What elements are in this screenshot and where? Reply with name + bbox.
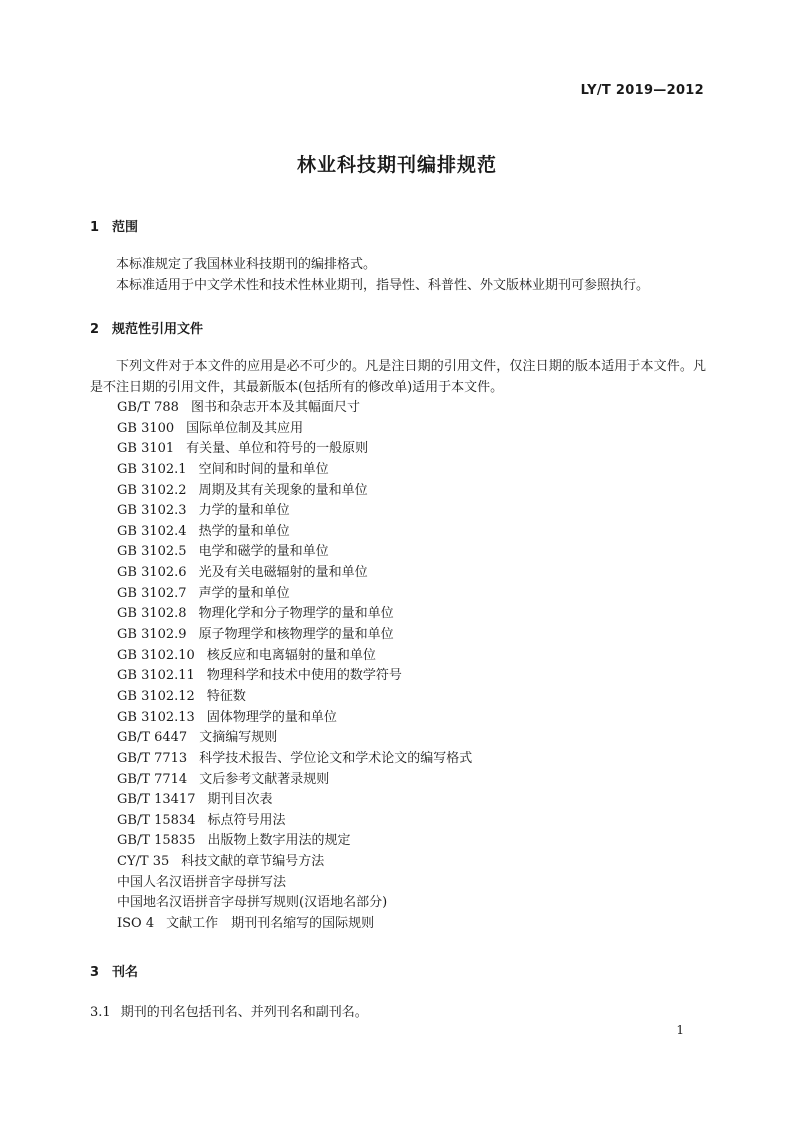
reference-item bbox=[117, 749, 472, 770]
clause-3-1-text: 期刊的刊名包括刊名、并列刊名和副刊名。 bbox=[120, 1005, 368, 1020]
document-title: 林业科技期刊编排规范 bbox=[296, 154, 497, 176]
reference-item bbox=[117, 666, 472, 687]
reference-title: 热学的量和单位 bbox=[198, 523, 290, 539]
reference-item bbox=[117, 460, 472, 481]
reference-item bbox=[117, 873, 472, 894]
standard-code: LY/T 2019—2012 bbox=[580, 83, 704, 98]
reference-code: GB 3102.11 bbox=[117, 668, 195, 684]
reference-code: GB 3102.4 bbox=[117, 523, 187, 539]
reference-code: GB 3102.9 bbox=[117, 627, 187, 643]
reference-code: GB 3102.13 bbox=[117, 709, 195, 725]
reference-title: 核反应和电离辐射的量和单位 bbox=[206, 647, 376, 663]
reference-code: GB/T 7713 bbox=[117, 750, 188, 766]
reference-code: GB/T 13417 bbox=[117, 792, 196, 808]
reference-code: GB 3100 bbox=[117, 420, 175, 436]
reference-title: 物理化学和分子物理学的量和单位 bbox=[198, 606, 394, 622]
reference-item bbox=[117, 811, 472, 832]
reference-code: GB/T 6447 bbox=[117, 730, 188, 746]
reference-title: 原子物理学和核物理学的量和单位 bbox=[198, 627, 394, 643]
reference-title: 有关量、单位和符号的一般原则 bbox=[186, 441, 369, 457]
reference-title: 中国地名汉语拼音字母拼写规则(汉语地名部分) bbox=[117, 895, 388, 911]
reference-title: 声学的量和单位 bbox=[198, 585, 290, 601]
reference-title: 出版物上数字用法的规定 bbox=[207, 833, 351, 849]
reference-item bbox=[117, 563, 472, 584]
reference-item bbox=[117, 419, 472, 440]
section-2-heading bbox=[90, 318, 203, 337]
reference-title: 固体物理学的量和单位 bbox=[206, 709, 337, 725]
reference-title: 期刊目次表 bbox=[207, 792, 273, 808]
reference-title: 光及有关电磁辐射的量和单位 bbox=[198, 565, 368, 581]
clause-3-1-number: 3.1 bbox=[90, 1005, 111, 1020]
scope-paragraph-1: 本标准规定了我国林业科技期刊的编排格式。 bbox=[116, 257, 377, 272]
reference-code: GB 3101 bbox=[117, 441, 175, 457]
reference-title: 中国人名汉语拼音字母拼写法 bbox=[117, 874, 287, 890]
section-1-number: 1 bbox=[90, 220, 100, 235]
reference-title: 文摘编写规则 bbox=[199, 730, 278, 746]
clause-3-1 bbox=[90, 1001, 368, 1020]
section-1-title: 范围 bbox=[112, 220, 139, 235]
reference-title: 国际单位制及其应用 bbox=[186, 420, 304, 436]
section-2-number: 2 bbox=[90, 322, 100, 337]
reference-title: 图书和杂志开本及其幅面尺寸 bbox=[190, 400, 360, 415]
reference-title: 标点符号用法 bbox=[207, 812, 286, 828]
section-3-heading bbox=[90, 961, 138, 980]
reference-item bbox=[117, 481, 472, 502]
reference-title: 科学技术报告、学位论文和学术论文的编写格式 bbox=[199, 750, 473, 766]
reference-title: 物理科学和技术中使用的数学符号 bbox=[206, 668, 402, 684]
reference-title: 周期及其有关现象的量和单位 bbox=[198, 482, 368, 498]
reference-item bbox=[117, 914, 472, 935]
reference-title: 文献工作 期刊刊名缩写的国际规则 bbox=[166, 916, 375, 932]
reference-item bbox=[117, 625, 472, 646]
normative-references-intro: 下列文件对于本文件的应用是必不可少的。凡是注日期的引用文件，仅注日期的版本适用于本文件。凡是不注日期的引用文件，其最新版本(包括所有的修改单)适用于本文件。 bbox=[90, 359, 706, 395]
reference-code: GB 3102.5 bbox=[117, 544, 187, 560]
reference-item bbox=[117, 687, 472, 708]
reference-code: GB/T 15835 bbox=[117, 833, 196, 849]
section-1-heading bbox=[90, 216, 138, 235]
section-2-title: 规范性引用文件 bbox=[112, 322, 204, 337]
page-number: 1 bbox=[676, 1023, 684, 1037]
reference-code: GB 3102.7 bbox=[117, 585, 187, 601]
reference-code: GB 3102.6 bbox=[117, 565, 187, 581]
reference-code: GB 3102.10 bbox=[117, 647, 195, 663]
reference-code: GB 3102.12 bbox=[117, 688, 195, 704]
reference-item bbox=[117, 893, 472, 914]
section-3-title: 刊名 bbox=[112, 965, 139, 980]
scope-paragraph-2: 本标准适用于中文学术性和技术性林业期刊，指导性、科普性、外文版林业期刊可参照执行。 bbox=[116, 278, 650, 293]
reference-code: GB 3102.8 bbox=[117, 606, 187, 622]
reference-code: GB/T 788 bbox=[117, 400, 179, 415]
reference-item bbox=[117, 439, 472, 460]
reference-item bbox=[117, 501, 472, 522]
reference-code: GB/T 7714 bbox=[117, 771, 188, 787]
reference-code: GB 3102.3 bbox=[117, 503, 187, 519]
reference-code: GB 3102.2 bbox=[117, 482, 187, 498]
reference-item bbox=[117, 542, 472, 563]
reference-title: 文后参考文献著录规则 bbox=[199, 771, 330, 787]
reference-item bbox=[117, 770, 472, 791]
reference-item bbox=[117, 522, 472, 543]
reference-item bbox=[117, 790, 472, 811]
reference-item bbox=[117, 398, 472, 419]
reference-item bbox=[117, 646, 472, 667]
reference-title: 特征数 bbox=[206, 688, 246, 704]
reference-item bbox=[117, 831, 472, 852]
reference-item bbox=[117, 852, 472, 873]
reference-code: GB 3102.1 bbox=[117, 461, 187, 477]
section-3-number: 3 bbox=[90, 965, 100, 980]
reference-code: GB/T 15834 bbox=[117, 812, 196, 828]
reference-item bbox=[117, 728, 472, 749]
reference-title: 空间和时间的量和单位 bbox=[198, 461, 329, 477]
reference-item bbox=[117, 584, 472, 605]
reference-item bbox=[117, 604, 472, 625]
reference-code: CY/T 35 bbox=[117, 854, 170, 870]
reference-title: 科技文献的章节编号方法 bbox=[181, 854, 325, 870]
reference-code: ISO 4 bbox=[117, 916, 155, 932]
reference-title: 力学的量和单位 bbox=[198, 503, 290, 519]
reference-list bbox=[117, 398, 472, 935]
reference-item bbox=[117, 708, 472, 729]
reference-title: 电学和磁学的量和单位 bbox=[198, 544, 329, 560]
